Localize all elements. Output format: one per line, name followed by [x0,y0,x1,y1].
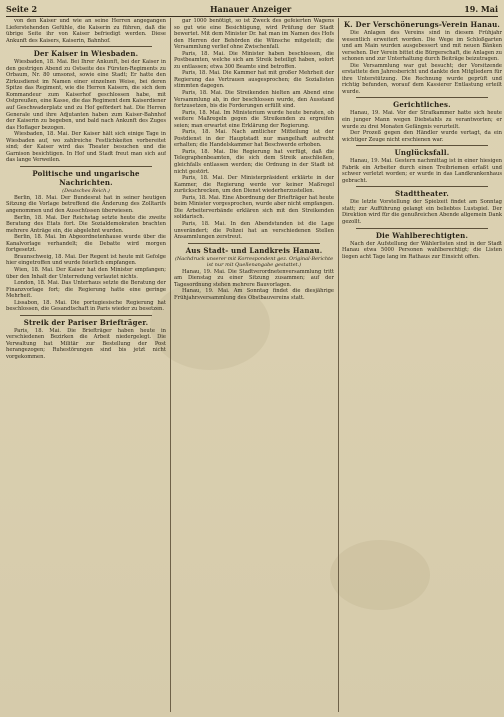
article-paragraph: Berlin, 18. Mai. Der Bundesrat hat in seiner heutigen Sitzung die Vorlage betreffend die Änderung des Zolltarifs angenommen und den Ausschüssen überwiesen. [6,194,166,215]
article-headline: Stadttheater. [394,189,450,199]
article-paragraph: Der Prozeß gegen den Händler wurde vertagt, da ein wichtiger Zeuge nicht erschienen war. [342,130,502,143]
article-paragraph: Hanau, 19. Mai. Gestern nachmittag ist in einer hiesigen Fabrik ein Arbeiter durch einen Treibriemen erfaßt und schwer verletzt worden; er wurde in das Landkrankenhaus gebracht. [342,158,502,184]
article-paragraph: Die Versammlung war gut besucht; der Vorsitzende erstattete den Jahresbericht und dankte den Mitgliedern für ihre Unterstützung. Die Rechnung wurde geprüft und richtig befunden, worauf dem Kassierer Entlastung erteilt wurde. [342,62,502,95]
header-rule [6,16,498,17]
article-paragraph: Paris, 18. Mai. Die Briefträger haben heute in verschiedenen Bezirken die Arbeit niedergelegt. Die Verwaltung hat Militär zur Bestellung der Post herangezogen; Ruhestörungen sind bis jetzt nicht vorgekommen. [6,327,166,360]
article-paragraph: Paris, 18. Mai. Im Ministerium wurde heute beraten, ob weitere Maßregeln gegen die Streikenden zu ergreifen seien; man erwartet eine Erklärung der Regierung. [174,109,334,129]
article-divider [20,166,152,167]
article-paragraph: Paris, 18. Mai. In den Abendstunden ist die Lage unverändert; die Polizei hat an verschiedenen Stellen Ansammlungen zerstreut. [174,220,334,241]
article-headline: K. Der Verschönerungs-Verein Hanau. [343,20,500,29]
article-paragraph: Berlin, 18. Mai. Im Abgeordnetenhause wurde über die Kanalvorlage verhandelt; die Debatte wird morgen fortgesetzt. [6,234,166,254]
article-paragraph: von den Kaiser und wie an seine Herren angegangen Lieferstehenden Gefühle, die Kaiserin zu führen, daß die übrige Seite ihr von Kaiser befriedigt werden. Diese Ankunft des Kaisers, Kaiserin, Bahnhof. [6,18,166,44]
page-header [6,3,498,15]
article-paragraph: Paris, 18. Mai. Nach amtlicher Mitteilung ist der Postdienst in der Hauptstadt nur mangelhaft aufrecht erhalten; die Handelskammer hat Beschwerde erhoben. [174,129,334,149]
article-divider [20,315,152,316]
article [174,243,334,302]
article-paragraph: Hanau, 19. Mai. Am Sonntag findet die diesjährige Frühjahrsversammlung des Obstbauvereins statt. [174,288,334,301]
article [342,228,502,261]
article [342,63,502,96]
article-paragraph: Paris, 18. Mai. Der Ministerpräsident erklärte in der Kammer, die Regierung werde vor keiner Maßregel zurückschrecken, um den Dienst wiederherzustellen. [174,175,334,195]
article-divider [356,186,488,187]
column-separator [170,18,171,712]
article-paragraph: London, 18. Mai. Das Unterhaus setzte die Beratung der Finanzvorlage fort; die Regierung hatte eine geringe Mehrheit. [6,280,166,300]
article [342,186,502,225]
article-paragraph: Hanau, 19. Mai. Die Stadtverordnetenversammlung tritt am Dienstag zu einer Sitzung zusammen; auf der Tagesordnung stehen mehrere Bauvorlagen. [174,268,334,288]
article-divider [356,145,488,146]
article [174,110,334,195]
article-paragraph: Braunschweig, 18. Mai. Der Regent ist heute mit Gefolge hier eingetroffen und wurde feierlich empfangen. [6,253,166,267]
article [6,166,166,313]
article-headline: Gerichtliches. [393,100,451,110]
article-subhead: (Nachdruck unserer mit Korrespondent gez. Original-Berichte ist nur mit Quellenangabe gestattet.) [174,255,334,268]
article [174,18,334,110]
article-headline: Politische und ungarische Nachrichten. [32,168,140,187]
article-divider [356,228,488,229]
article [6,315,166,361]
article-paragraph: gar 1000 benötigt, so ist Zweck des gefeierten Wagens so gut wie eine Besichtigung, wird Prüfung der Stadt bewertet. Mit dem Minister Dr. hat man im Namen des Hofs den Herren der Behörden die Wünsche mitgeteilt; die Versammlung verlief ohne Zwischenfall. [174,18,334,51]
article-paragraph: Paris, 18. Mai. Eine Abordnung der Briefträger hat heute beim Minister vorgesprochen, wurde aber nicht empfangen. Die Arbeiterverbände erklären sich mit den Streikenden solidarisch. [174,194,334,221]
article-paragraph: Hanau, 19. Mai. Vor der Strafkammer hatte sich heute ein junger Mann wegen Diebstahls zu verantworten; er wurde zu drei Monaten Gefängnis verurteilt. [342,110,502,130]
newspaper-title: Hanauer Anzeiger [210,4,292,14]
article-subhead: (Deutsches Reich.) [62,187,110,194]
article [342,97,502,143]
article-headline: Unglücksfall. [394,148,450,158]
article-divider [356,97,488,98]
article-paragraph: Die letzte Vorstellung der Spielzeit findet am Sonntag statt; zur Aufführung gelangt ein beliebtes Lustspiel. Der Direktion wird für die genußreichen Abende allgemein Dank gezollt. [342,199,502,226]
article-paragraph: Paris, 18. Mai. Die Regierung hat verfügt, daß die Telegraphenbeamten, die sich dem Streik anschließen, gleichfalls entlassen werden; die Ordnung in der Stadt ist nicht gestört. [174,148,334,175]
article-headline: Aus Stadt- und Landkreis Hanau. [185,245,323,255]
article-paragraph: Wiesbaden, 18. Mai. Bei Ihrer Ankunft, bei der Kaiser in den gestrigen Abend zu Ostseite des Fürsten-Regiments zu Orbaum, Nr. 80 umsonst, sowie eine Stadt; Er hatte den Zirkusdienst im Namen einer einzelnen Weise, bei deren Spitze das Regiment, wie die Herren Kaisern, die sich dem Kommandeur zum Kaiserhof geschlossen habe, mit Ostpreußen, eine Kasse, die das Regiment dem Kaiserdiener auf Geschwaderplatz und zu Hof gefördert hat. Die Herren Generale und ihre Adjutanten haben zum Kaiser-Bahnhof der Kaiserin zu begeben, und bald nach Ankunft des Zuges das Hoflager bezogen. [6,59,166,131]
article [6,46,166,164]
article [342,145,502,184]
column-3 [342,18,502,712]
article-paragraph: Paris, 18. Mai. Die Minister haben beschlossen, die Postbeamten, welche sich am Streik beteiligt haben, sofort zu entlassen; etwa 300 Beamte sind betroffen. [174,50,334,70]
article [174,195,334,241]
article-paragraph: Wien, 18. Mai. Der Kaiser hat den Minister empfangen; über den Inhalt der Unterredung verlautet nichts. [6,266,166,280]
article-paragraph: Berlin, 18. Mai. Der Reichstag setzte heute die zweite Beratung des Etats fort. Die Sozialdemokraten brachten mehrere Anträge ein, die abgelehnt wurden. [6,214,166,234]
column-separator [338,18,339,712]
article [342,20,502,63]
page-number: Seite 2 [6,4,38,14]
article-divider [188,243,320,244]
article [6,18,166,44]
article-paragraph: Lissabon, 18. Mai. Die portugiesische Regierung hat beschlossen, die Gesandtschaft in Paris wieder zu besetzen. [6,299,166,313]
article-paragraph: Die Anlagen des Vereins sind in diesem Frühjahr wesentlich erweitert worden. Die Wege im Schloßgarten und am Main wurden ausgebessert und mit neuen Bänken versehen. Der Verein bittet die Bürgerschaft, die Anlagen zu schonen und zur Unterhaltung durch Beiträge beizutragen. [342,30,502,63]
article-paragraph: Paris, 18. Mai. Die Streikenden hielten am Abend eine Versammlung ab, in der beschlossen wurde, den Ausstand fortzusetzen, bis die Forderungen erfüllt sind. [174,90,334,110]
article-headline: Die Wahlberechtigten. [375,230,469,240]
column-2 [174,18,334,712]
issue-date: 19. Mai [464,4,498,14]
article-divider [20,46,152,47]
article-paragraph: Paris, 18. Mai. Die Kammer hat mit großer Mehrheit der Regierung das Vertrauen ausgesprochen; die Sozialisten stimmten dagegen. [174,70,334,90]
article-paragraph: Nach der Aufstellung der Wählerlisten sind in der Stadt Hanau etwa 5000 Personen wahlberechtigt; die Listen liegen acht Tage lang im Rathaus zur Einsicht offen. [342,240,502,260]
article-headline: Der Kaiser in Wiesbaden. [33,49,139,59]
article-paragraph: Wiesbaden, 18. Mai. Der Kaiser hält sich einige Tage in Wiesbaden auf, wo zahlreiche Festlichkeiten vorbereitet sind; der Kaiser wird das Theater besuchen und die Garnison besichtigen. In Hof und Stadt freut man sich auf das lange Verweilen. [6,131,166,164]
article-headline: Streik der Pariser Briefträger. [23,317,149,327]
column-1 [6,18,166,712]
